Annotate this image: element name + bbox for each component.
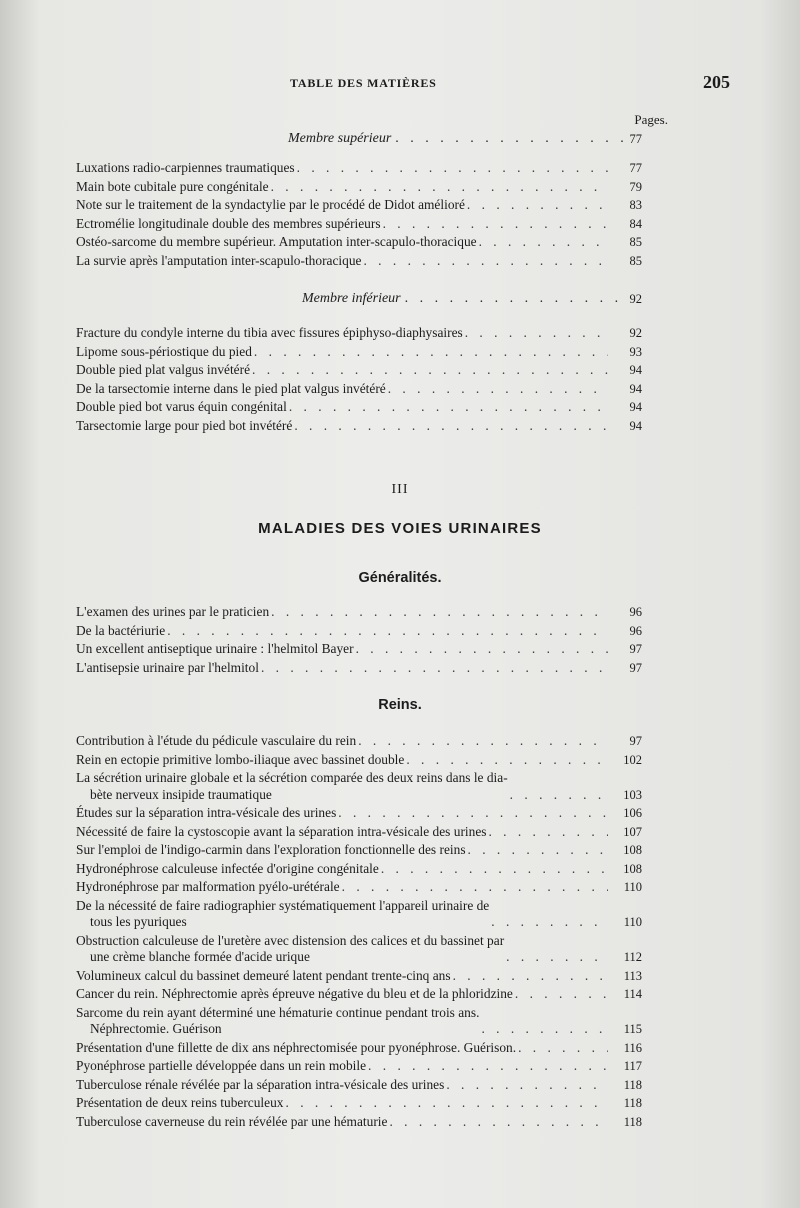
toc-entry: De la bactériurie . . . 96 bbox=[76, 623, 642, 640]
running-title: TABLE DES MATIÈRES bbox=[290, 76, 437, 90]
generalites-heading: Généralités. bbox=[358, 570, 442, 586]
toc-entry: Ostéo-sarcome du membre supérieur. Amputation inter-scapulo-thoracique . . . 85 bbox=[76, 234, 642, 251]
toc-entry: De la tarsectomie interne dans le pied plat valgus invétéré . . . 94 bbox=[76, 381, 642, 398]
toc-entry: Tuberculose rénale révélée par la séparation intra-vésicale des urines . . . 118 bbox=[76, 1077, 642, 1094]
page-header bbox=[70, 72, 730, 96]
toc-entry: Un excellent antiseptique urinaire : l'helmitol Bayer . . . 97 bbox=[76, 641, 642, 658]
membre-superieur-heading: Membre supérieur . . . 77 bbox=[288, 130, 642, 148]
toc-entry: Études sur la séparation intra-vésicale des urines . . . 106 bbox=[76, 805, 642, 822]
toc-entry: La sécrétion urinaire globale et la sécrétion comparée des deux reins dans le dia- bète nerveux insipide traumatique . . . 103 bbox=[76, 770, 642, 803]
toc-entry: Fracture du condyle interne du tibia avec fissures épiphyso-diaphysaires . . . 92 bbox=[76, 325, 642, 342]
toc-entry: Tuberculose caverneuse du rein révélée par une hématurie . . . 118 bbox=[76, 1114, 642, 1131]
toc-entry: Lipome sous-périostique du pied . . . 93 bbox=[76, 344, 642, 361]
toc-entry: Hydronéphrose par malformation pyélo-urétérale . . . 110 bbox=[76, 879, 642, 896]
toc-entry: Hydronéphrose calculeuse infectée d'origine congénitale . . . 108 bbox=[76, 861, 642, 878]
toc-entry: Double pied plat valgus invétéré . . . 94 bbox=[76, 362, 642, 379]
toc-entry: Pyonéphrose partielle développée dans un rein mobile . . . 117 bbox=[76, 1058, 642, 1075]
toc-entry: L'antisepsie urinaire par l'helmitol . . . 97 bbox=[76, 660, 642, 677]
toc-entry: Tarsectomie large pour pied bot invétéré . . . 94 bbox=[76, 418, 642, 435]
toc-entry: Nécessité de faire la cystoscopie avant la séparation intra-vésicale des urines . . . 107 bbox=[76, 824, 642, 841]
reins-list bbox=[76, 733, 642, 1132]
membre-inferieur-heading: Membre inférieur . . . 92 bbox=[302, 290, 642, 308]
part-title: MALADIES DES VOIES URINAIRES bbox=[258, 520, 542, 537]
toc-entry: Obstruction calculeuse de l'uretère avec distension des calices et du bassinet par une crème blanche formée d'acide urique . . . 112 bbox=[76, 933, 642, 966]
membre-superieur-list bbox=[76, 160, 642, 271]
toc-entry: Ectromélie longitudinale double des membres supérieurs . . . 84 bbox=[76, 216, 642, 233]
toc-entry: Sarcome du rein ayant déterminé une hématurie continue pendant trois ans. Néphrectomie. Guérison . . . 115 bbox=[76, 1005, 642, 1038]
toc-entry: Présentation d'une fillette de dix ans néphrectomisée pour pyonéphrose. Guérison. . . . 116 bbox=[76, 1040, 642, 1057]
membre-inferieur-list bbox=[76, 325, 642, 436]
pages-column-label: Pages. bbox=[634, 112, 668, 127]
page-number: 205 bbox=[703, 72, 730, 92]
toc-entry: Volumineux calcul du bassinet demeuré latent pendant trente-cinq ans . . . 113 bbox=[76, 968, 642, 985]
generalites-list bbox=[76, 604, 642, 678]
part-number: III bbox=[391, 482, 409, 497]
toc-entry: L'examen des urines par le praticien . . . 96 bbox=[76, 604, 642, 621]
toc-entry: De la nécessité de faire radiographier systématiquement l'appareil urinaire de tous les pyuriques . . . 110 bbox=[76, 898, 642, 931]
toc-entry: Présentation de deux reins tuberculeux . . . 118 bbox=[76, 1095, 642, 1112]
toc-entry: La survie après l'amputation inter-scapulo-thoracique . . . 85 bbox=[76, 253, 642, 270]
toc-entry: Note sur le traitement de la syndactylie par le procédé de Didot amélioré . . . 83 bbox=[76, 197, 642, 214]
toc-entry: Cancer du rein. Néphrectomie après épreuve négative du bleu et de la phloridzine . . . 114 bbox=[76, 986, 642, 1003]
toc-entry: Luxations radio-carpiennes traumatiques . . . 77 bbox=[76, 160, 642, 177]
toc-entry: Main bote cubitale pure congénitale . . . 79 bbox=[76, 179, 642, 196]
toc-entry: Sur l'emploi de l'indigo-carmin dans l'exploration fonctionnelle des reins . . . 108 bbox=[76, 842, 642, 859]
toc-entry: Rein en ectopie primitive lombo-iliaque avec bassinet double . . . 102 bbox=[76, 752, 642, 769]
toc-entry: Contribution à l'étude du pédicule vasculaire du rein . . . 97 bbox=[76, 733, 642, 750]
toc-entry: Double pied bot varus équin congénital . . . 94 bbox=[76, 399, 642, 416]
reins-heading: Reins. bbox=[378, 697, 422, 713]
